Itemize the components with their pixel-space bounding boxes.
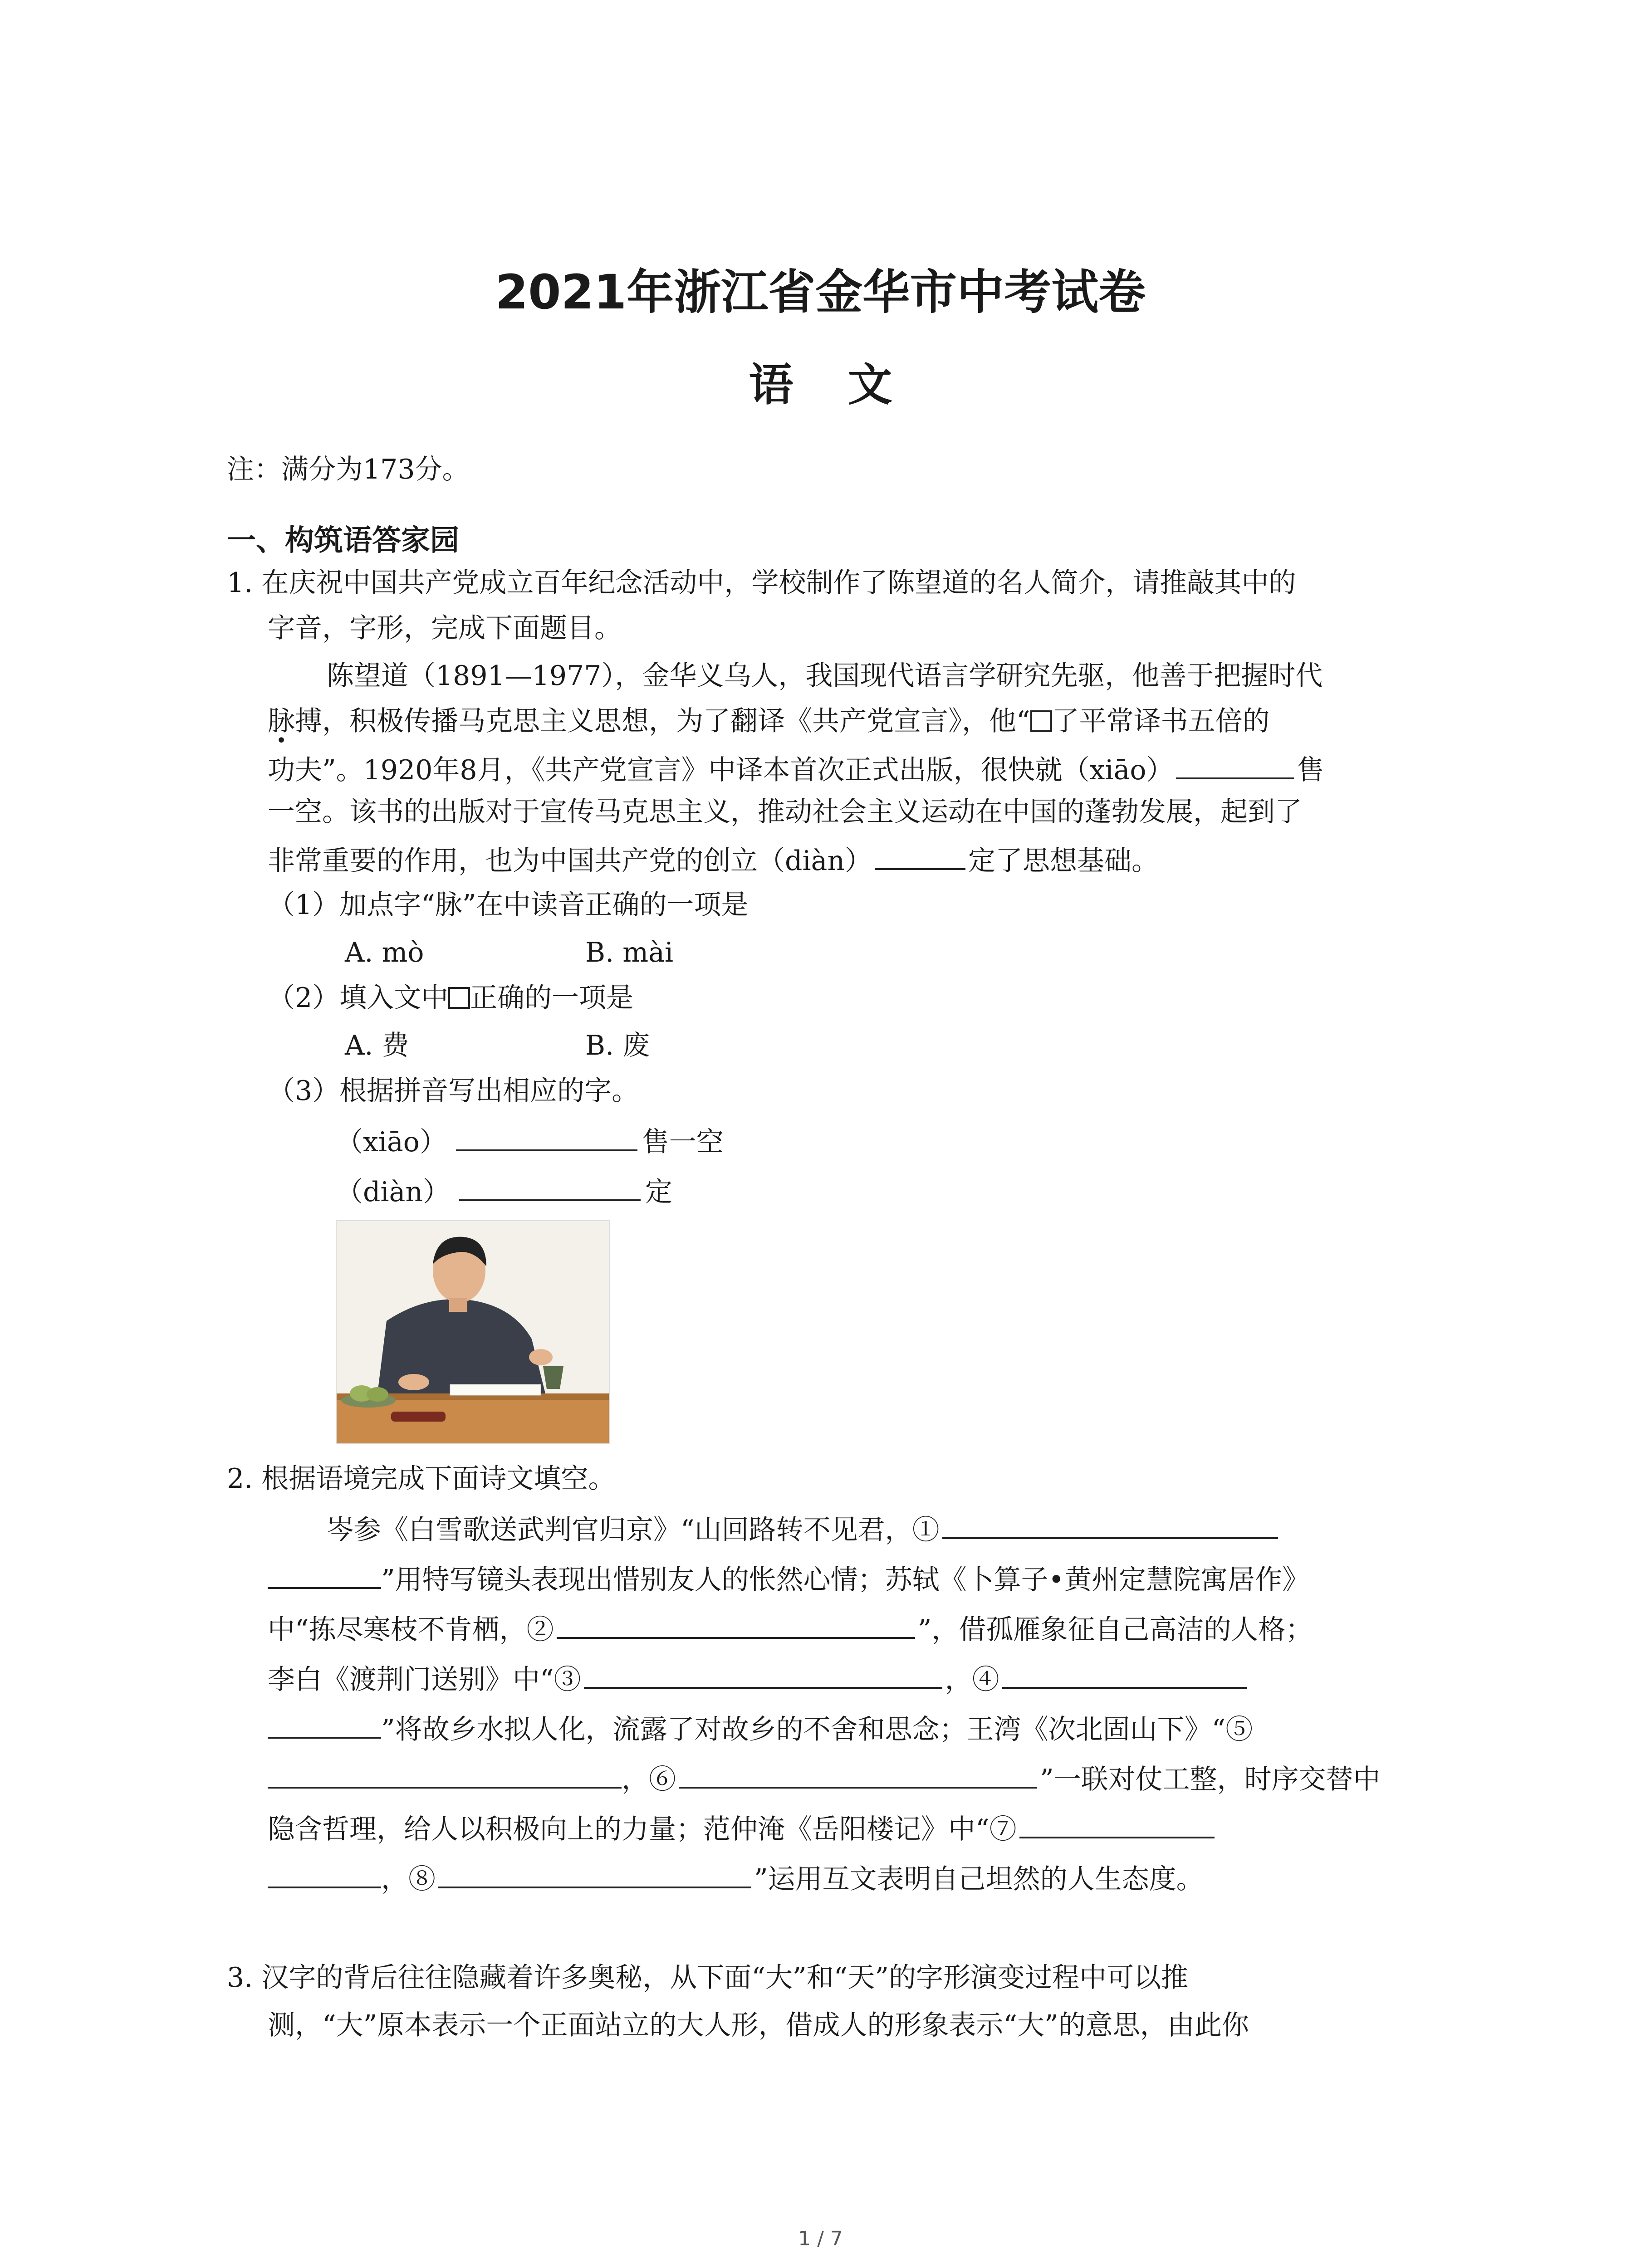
pinyin-row bbox=[336, 1175, 672, 1206]
q2-line bbox=[268, 1563, 1310, 1596]
row-suffix: 定 bbox=[645, 1176, 673, 1208]
answer-blank[interactable] bbox=[1002, 1662, 1247, 1689]
q1-stem: 1. 在庆祝中国共产党成立百年纪念活动中，学校制作了陈望道的名人简介，请推敲其中的 bbox=[227, 567, 1296, 599]
q2-line bbox=[268, 1862, 1204, 1893]
q2-text: 李白《渡荆门送别》中“③ bbox=[268, 1664, 581, 1696]
q2-text: 中“拣尽寒枝不肯栖，② bbox=[268, 1614, 554, 1646]
sub2-text: 正确的一项是 bbox=[470, 982, 634, 1014]
q1-stem-cont: 字音，字形，完成下面题目。 bbox=[268, 612, 622, 644]
answer-blank[interactable] bbox=[268, 1762, 622, 1789]
answer-blank[interactable] bbox=[679, 1762, 1037, 1789]
passage-text: 定了思想基础。 bbox=[968, 845, 1159, 877]
q1-passage-line: 陈望道（1891—1977），金华义乌人，我国现代语言学研究先驱，他善于把握时代 bbox=[327, 660, 1323, 692]
q2-text: ”将故乡水拟人化，流露了对故乡的不舍和思念；王湾《次北固山下》“⑤ bbox=[381, 1714, 1253, 1745]
answer-blank[interactable] bbox=[875, 844, 965, 870]
q1-passage-line bbox=[268, 705, 1270, 737]
q2-line bbox=[327, 1513, 1278, 1544]
q2-line bbox=[268, 1712, 1253, 1743]
answer-blank[interactable] bbox=[268, 1862, 381, 1888]
q2-text: ，④ bbox=[945, 1664, 999, 1696]
q1-sub1: （1）加点字“脉”在中读音正确的一项是 bbox=[268, 889, 749, 921]
answer-blank[interactable] bbox=[1019, 1812, 1215, 1838]
fill-box bbox=[448, 987, 470, 1009]
pinyin: （diàn） bbox=[336, 1176, 451, 1208]
pinyin-row bbox=[336, 1125, 724, 1156]
dotted-char: 脉 bbox=[268, 705, 295, 737]
q2-text: ，⑧ bbox=[381, 1863, 436, 1895]
answer-blank[interactable] bbox=[1176, 753, 1294, 779]
exam-title: 2021年浙江省金华市中考试卷 bbox=[495, 264, 1146, 320]
section-heading: 一、构筑语答家园 bbox=[227, 524, 459, 557]
pinyin: （xiāo） bbox=[336, 1126, 447, 1158]
answer-blank[interactable] bbox=[268, 1712, 381, 1739]
option-a[interactable]: A. mò bbox=[345, 937, 424, 968]
q2-stem: 2. 根据语境完成下面诗文填空。 bbox=[227, 1463, 616, 1495]
option-b[interactable]: B. mài bbox=[585, 937, 674, 968]
q1-sub2 bbox=[268, 984, 633, 1012]
q2-text: ”运用互文表明自己坦然的人生态度。 bbox=[754, 1863, 1204, 1895]
answer-blank[interactable] bbox=[459, 1175, 641, 1201]
q1-sub3: （3）根据拼音写出相应的字。 bbox=[268, 1075, 639, 1107]
answer-blank[interactable] bbox=[942, 1513, 1278, 1539]
answer-blank[interactable] bbox=[584, 1662, 942, 1689]
subject-title: 语文 bbox=[749, 359, 947, 411]
q3-stem: 3. 汉字的背后往往隐藏着许多奥秘，从下面“大”和“天”的字形演变过程中可以推 bbox=[227, 1962, 1189, 1994]
answer-blank[interactable] bbox=[438, 1862, 751, 1888]
answer-blank[interactable] bbox=[456, 1125, 637, 1151]
passage-text: 功夫”。1920年8月，《共产党宣言》中译本首次正式出版，很快就（xiāo） bbox=[268, 754, 1174, 786]
portrait-illustration bbox=[336, 1220, 610, 1444]
option-b[interactable]: B. 废 bbox=[585, 1030, 650, 1061]
q2-text: 岑参《白雪歌送武判官归京》“山回路转不见君，① bbox=[327, 1514, 940, 1546]
q2-line bbox=[268, 1662, 1247, 1696]
q2-text: ”一联对仗工整，时序交替中 bbox=[1040, 1764, 1381, 1795]
answer-blank[interactable] bbox=[268, 1563, 381, 1589]
q2-line bbox=[268, 1613, 1313, 1646]
page-number: 1 / 7 bbox=[798, 2227, 843, 2250]
q2-text: ”，借孤雁象征自己高洁的人格； bbox=[917, 1614, 1313, 1646]
q1-passage-line bbox=[268, 844, 1159, 875]
option-a[interactable]: A. 费 bbox=[345, 1030, 409, 1061]
passage-text: 非常重要的作用，也为中国共产党的创立（diàn） bbox=[268, 845, 872, 877]
passage-text: 售 bbox=[1297, 754, 1324, 786]
passage-text: 搏，积极传播马克思主义思想，为了翻译《共产党宣言》，他“ bbox=[295, 705, 1030, 737]
q1-passage-line: 一空。该书的出版对于宣传马克思主义，推动社会主义运动在中国的蓬勃发展，起到了 bbox=[268, 796, 1302, 828]
q1-passage-line bbox=[268, 753, 1324, 784]
q2-line bbox=[268, 1762, 1381, 1793]
q2-text: 隐含哲理，给人以积极向上的力量；范仲淹《岳阳楼记》中“⑦ bbox=[268, 1813, 1017, 1845]
q2-text: ，⑥ bbox=[622, 1764, 676, 1795]
sub2-text: （2）填入文中 bbox=[268, 982, 449, 1014]
q2-text: ”用特写镜头表现出惜别友人的怅然心情；苏轼《卜算子•黄州定慧院寓居作》 bbox=[381, 1564, 1310, 1596]
score-note: 注：满分为173分。 bbox=[227, 454, 470, 485]
q2-line bbox=[268, 1812, 1215, 1843]
fill-box[interactable] bbox=[1030, 710, 1052, 732]
answer-blank[interactable] bbox=[557, 1613, 915, 1639]
row-suffix: 售一空 bbox=[642, 1126, 724, 1158]
q3-stem-cont: 测，“大”原本表示一个正面站立的大人形，借成人的形象表示“大”的意思，由此你 bbox=[268, 2009, 1249, 2041]
passage-text: 了平常译书五倍的 bbox=[1052, 705, 1270, 737]
